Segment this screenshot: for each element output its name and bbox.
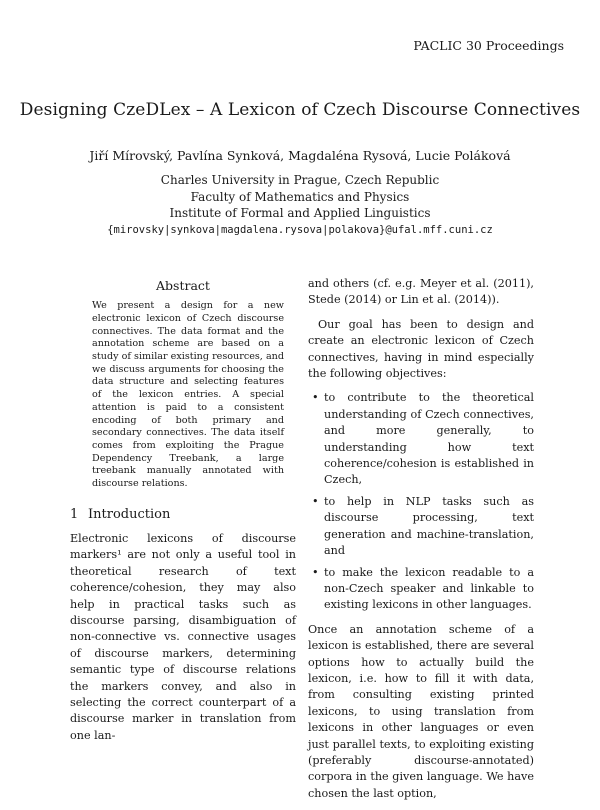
author-list: Jiří Mírovský, Pavlína Synková, Magdaléna Rysová, Lucie Poláková bbox=[89, 148, 511, 163]
list-item-text: to help in NLP tasks such as discourse processing, text generation and machine-translation, and bbox=[324, 494, 534, 558]
affiliation-faculty: Faculty of Mathematics and Physics bbox=[190, 189, 410, 204]
list-item-text: to make the lexicon readable to a non-Czech speaker and linkable to existing lexicons in other languages. bbox=[324, 565, 534, 612]
affiliation-block bbox=[0, 172, 600, 238]
objectives-list bbox=[308, 390, 534, 613]
section-title-text: Introduction bbox=[88, 506, 171, 522]
bullet-icon: • bbox=[312, 494, 319, 508]
section-heading-introduction bbox=[70, 507, 296, 523]
list-item bbox=[308, 494, 534, 560]
list-item bbox=[308, 390, 534, 488]
paragraph-citations: and others (cf. e.g. Meyer et al. (2011), Stede (2014) or Lin et al. (2014)). bbox=[308, 277, 534, 307]
affiliation-institute: Institute of Formal and Applied Linguistics bbox=[169, 206, 431, 220]
abstract-text: We present a design for a new electronic lexicon of Czech discourse connectives. The data format and the annotation scheme are based on a study of similar existing resources, and we discuss arguments for choosing the data structure and selecting features of the lexicon entries. A special attention is paid to a consistent encoding of both primary and secondary connectives. The data itself comes from exploiting the Prague Dependency Treebank, a large treebank manually annotated with discourse relations. bbox=[92, 300, 284, 490]
paragraph-annotation-scheme: Once an annotation scheme of a lexicon is established, there are several options how to actually build the lexicon, i.e. how to fill it with data, from consulting existing printed lexicons, to using translation from lexicons in other languages or even just parallel texts, to exploiting existing (preferably discourse-annotated) corpora in the given language. We have chosen the last option, bbox=[308, 622, 534, 800]
paper-title: Designing CzeDLex – A Lexicon of Czech Discourse Connectives bbox=[19, 100, 581, 120]
right-column bbox=[308, 276, 534, 810]
bullet-icon: • bbox=[312, 391, 319, 405]
paragraph-goal: Our goal has been to design and create an electronic lexicon of Czech connectives, having in mind especially the following objectives: bbox=[308, 317, 534, 381]
list-item bbox=[308, 565, 534, 614]
affiliation-university: Charles University in Prague, Czech Republic bbox=[160, 173, 440, 187]
left-column bbox=[70, 278, 296, 744]
section-number: 1 bbox=[70, 506, 79, 522]
introduction-text: Electronic lexicons of discourse markers¹ are not only a useful tool in theoretical research of text coherence/cohesion, they may also help in practical tasks such as discourse parsing, disambiguation of non-connective vs. connective usages of discourse markers, determining semantic type of discourse relations the markers convey, and also in selecting the correct counterpart of a discourse marker in translation from one lan- bbox=[70, 531, 296, 742]
author-emails[interactable]: {mirovsky|synkova|magdalena.rysova|polakova}@ufal.mff.cuni.cz bbox=[107, 223, 493, 236]
proceedings-header: PACLIC 30 Proceedings bbox=[413, 38, 564, 53]
list-item-text: to contribute to the theoretical understanding of Czech connectives, and more generally, to understanding how text coherence/cohesion is established in Czech, bbox=[324, 391, 534, 487]
bullet-icon: • bbox=[312, 565, 319, 579]
abstract-heading: Abstract bbox=[156, 278, 210, 293]
